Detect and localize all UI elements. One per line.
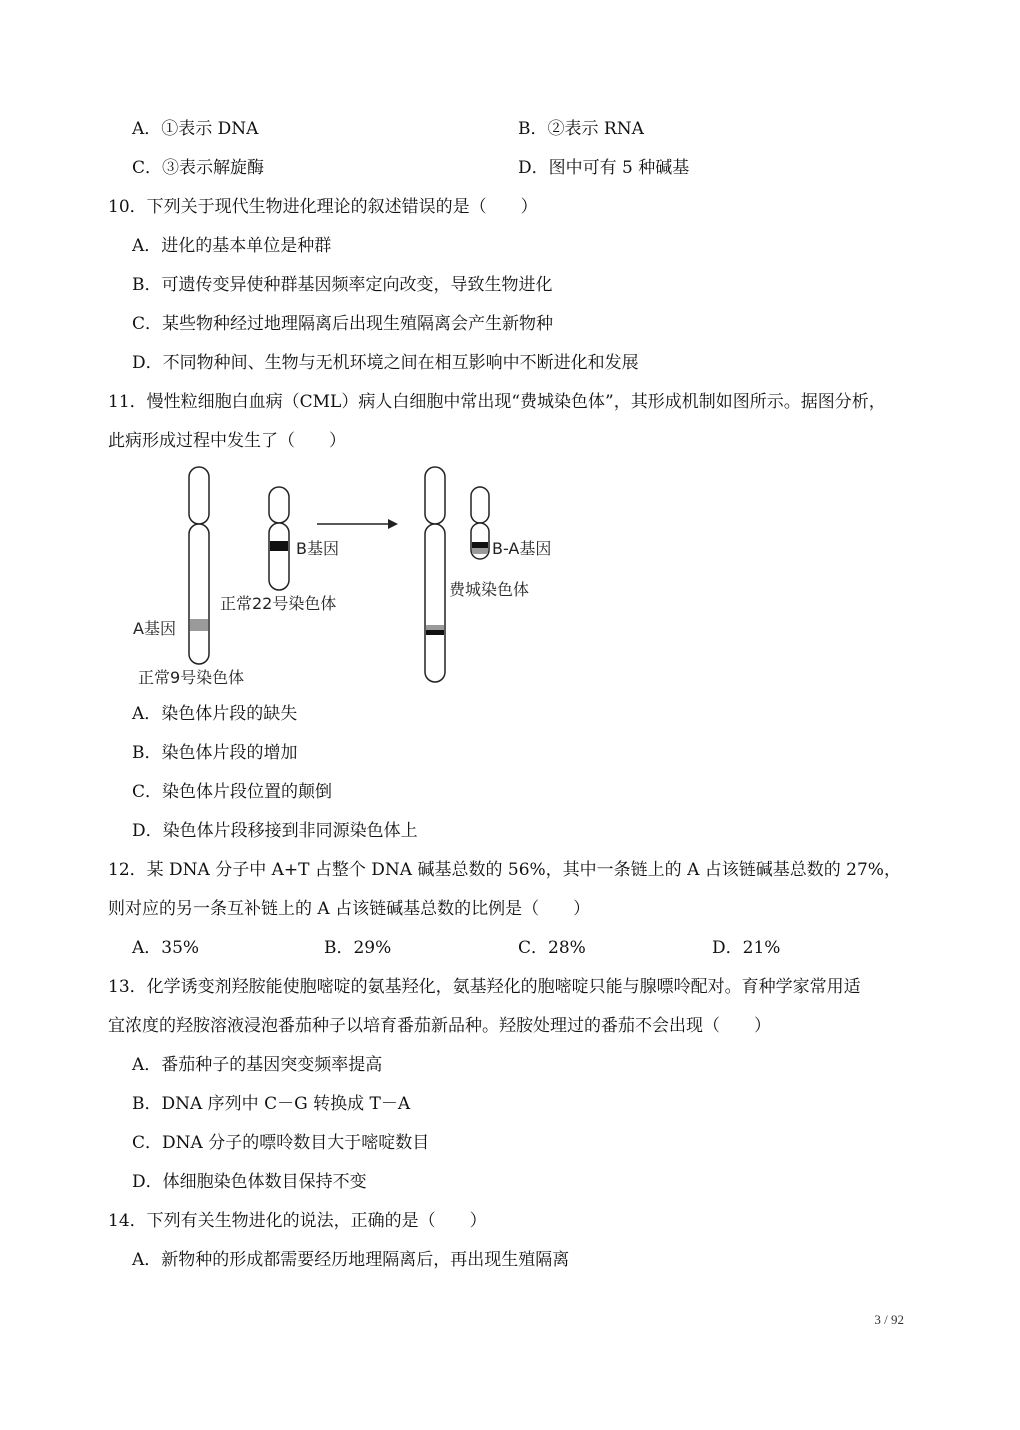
ba-gene-label: B-A基因 xyxy=(492,539,552,558)
b-gene-band xyxy=(270,541,288,551)
q11-stem-line1: 11．慢性粒细胞白血病（CML）病人白细胞中常出现“费城染色体”，其形成机制如图所示。据图分析， xyxy=(108,392,886,412)
q12-option-a: A．35% xyxy=(132,938,200,958)
q11-option-b: B．染色体片段的增加 xyxy=(132,743,298,763)
q9-option-c: C．③表示解旋酶 xyxy=(132,158,265,178)
q13-option-c: C．DNA 分子的嘌呤数目大于嘧啶数目 xyxy=(132,1133,430,1153)
q9-option-a: A．①表示 DNA xyxy=(132,119,259,139)
q11-stem-line2: 此病形成过程中发生了（ ） xyxy=(108,431,346,451)
q14-option-a: A．新物种的形成都需要经历地理隔离后，再出现生殖隔离 xyxy=(132,1250,570,1270)
q10-stem: 10．下列关于现代生物进化理论的叙述错误的是（ ） xyxy=(108,197,538,217)
q14-stem: 14．下列有关生物进化的说法，正确的是（ ） xyxy=(108,1211,487,1231)
q13-option-d: D．体细胞染色体数目保持不变 xyxy=(132,1172,367,1192)
q12-option-c: C．28% xyxy=(518,938,586,958)
q13-stem-line1: 13．化学诱变剂羟胺能使胞嘧啶的氨基羟化，氨基羟化的胞嘧啶只能与腺嘌呤配对。育种学家常用适 xyxy=(108,977,861,997)
q11-option-c: C．染色体片段位置的颠倒 xyxy=(132,782,333,802)
q11-option-d: D．染色体片段移接到非同源染色体上 xyxy=(132,821,418,841)
chr22-label: 正常22号染色体 xyxy=(220,594,337,613)
chromosome-9 xyxy=(189,467,209,664)
a-gene-label: A基因 xyxy=(133,619,176,638)
chromosome-22 xyxy=(269,487,289,590)
arrow-icon xyxy=(317,519,398,529)
q13-option-a: A．番茄种子的基因突变频率提高 xyxy=(132,1055,383,1075)
q10-option-a: A．进化的基本单位是种群 xyxy=(132,236,332,256)
page-number: 3 / 92 xyxy=(874,1312,904,1327)
q13-option-b: B．DNA 序列中 C－G 转换成 T－A xyxy=(132,1094,411,1114)
q12-stem-line2: 则对应的另一条互补链上的 A 占该链碱基总数的比例是（ ） xyxy=(108,899,591,919)
chromosome-figure xyxy=(0,0,1020,700)
q12-option-d: D．21% xyxy=(712,938,781,958)
q10-option-d: D．不同物种间、生物与无机环境之间在相互影响中不断进化和发展 xyxy=(132,353,639,373)
q12-stem-line1: 12．某 DNA 分子中 A+T 占整个 DNA 碱基总数的 56%，其中一条链上的 A 占该链碱基总数的 27%， xyxy=(108,860,901,880)
q9-option-d: D．图中可有 5 种碱基 xyxy=(518,158,690,178)
q10-option-b: B．可遗传变异使种群基因频率定向改变，导致生物进化 xyxy=(132,275,553,295)
q10-option-c: C．某些物种经过地理隔离后出现生殖隔离会产生新物种 xyxy=(132,314,554,334)
philadelphia-chromosome xyxy=(471,487,489,559)
a-gene-band xyxy=(190,619,208,631)
q9-option-b: B．②表示 RNA xyxy=(518,119,644,139)
b-gene-label: B基因 xyxy=(296,539,339,558)
q13-stem-line2: 宜浓度的羟胺溶液浸泡番茄种子以培育番茄新品种。羟胺处理过的番茄不会出现（ ） xyxy=(108,1016,771,1036)
q12-option-b: B．29% xyxy=(324,938,392,958)
q11-option-a: A．染色体片段的缺失 xyxy=(132,704,298,724)
chr9-label: 正常9号染色体 xyxy=(138,668,245,687)
philadelphia-label: 费城染色体 xyxy=(449,580,530,599)
altered-chromosome-9 xyxy=(425,467,445,682)
